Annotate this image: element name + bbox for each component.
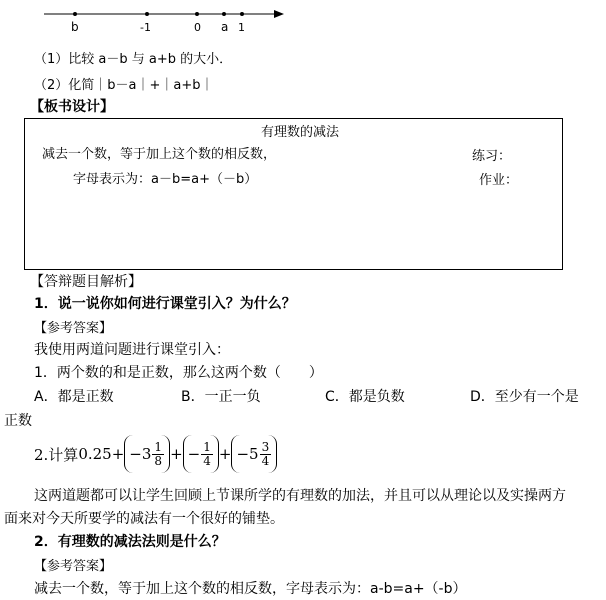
calc-term-1 (124, 435, 170, 473)
term-3-numerator: 3 (261, 439, 270, 454)
term-3-sign: −5 (236, 445, 259, 463)
label-one: 1 (238, 21, 245, 34)
option-d: D．至少有一个是 (470, 389, 579, 405)
option-c: C．都是负数 (325, 389, 405, 405)
term-2-numerator: 1 (203, 439, 211, 454)
label-minus-one: -1 (140, 21, 151, 34)
board-rule: 减去一个数，等于加上这个数的相反数， (42, 147, 277, 162)
option-b: B．一正一负 (181, 389, 261, 405)
point-minus-one (145, 12, 149, 16)
reference-answer-1: 【参考答案】 (34, 321, 113, 336)
plus-sign: + (218, 445, 232, 463)
answer-2: 减去一个数，等于加上这个数的相反数，字母表示为：a-b=a+（-b） (34, 581, 467, 597)
reference-answer-2: 【参考答案】 (34, 559, 113, 574)
term-2-fraction (201, 441, 213, 468)
board-formula: 字母表示为：a－b=a+（－b） (73, 172, 258, 187)
question-1: （1）比较 a－b 与 a+b 的大小． (34, 52, 233, 67)
option-a: A．都是正数 (34, 389, 114, 405)
explanation-line-1: 这两道题都可以让学生回顾上节课所学的有理数的加法，并且可以从理论以及实操两方 (34, 488, 566, 504)
plus-sign: + (111, 445, 125, 463)
term-1-fraction (152, 441, 164, 468)
question-2: （2）化简｜b－a｜+｜a+b｜ (34, 78, 214, 93)
board-homework: 作业： (479, 173, 519, 188)
board-design-box (24, 118, 563, 270)
option-d-continued: 正数 (4, 413, 32, 429)
calc-expression (34, 432, 277, 476)
term-3-denominator: 4 (261, 453, 270, 468)
term-2-sign: − (187, 445, 201, 463)
point-a (222, 12, 226, 16)
analysis-q2-title: 2．有理数的减法法则是什么？ (34, 534, 226, 550)
explanation-line-2: 面来对今天所要学的减法有一个很好的铺垫。 (4, 511, 284, 527)
term-2-denominator: 4 (203, 453, 211, 468)
calc-term-3 (231, 435, 277, 473)
plus-sign: + (170, 445, 183, 463)
point-zero (195, 12, 199, 16)
analysis-q1-title: 1．说一说你如何进行课堂引入？为什么？ (34, 296, 296, 312)
board-design-heading: 【板书设计】 (30, 99, 114, 115)
intro-text: 我使用两道问题进行课堂引入： (34, 342, 230, 358)
calc-prefix: 2.计算 (34, 445, 79, 464)
board-practice: 练习： (472, 149, 512, 164)
calc-term-2 (183, 435, 219, 473)
term-1-denominator: 8 (154, 453, 163, 468)
label-zero: 0 (194, 21, 201, 34)
point-b (73, 12, 77, 16)
term-1-sign: −3 (129, 445, 152, 463)
calc-term-0: 0.25 (78, 445, 112, 463)
label-b: b (71, 20, 79, 34)
number-line (0, 0, 300, 40)
point-one (240, 12, 244, 16)
mcq-stem: 1．两个数的和是正数，那么这两个数（ ） (34, 365, 323, 381)
label-a: a (221, 20, 229, 34)
board-title: 有理数的减法 (261, 125, 340, 140)
analysis-heading: 【答辩题目解析】 (30, 274, 142, 290)
term-1-numerator: 1 (154, 439, 163, 454)
term-3-fraction (260, 441, 272, 468)
